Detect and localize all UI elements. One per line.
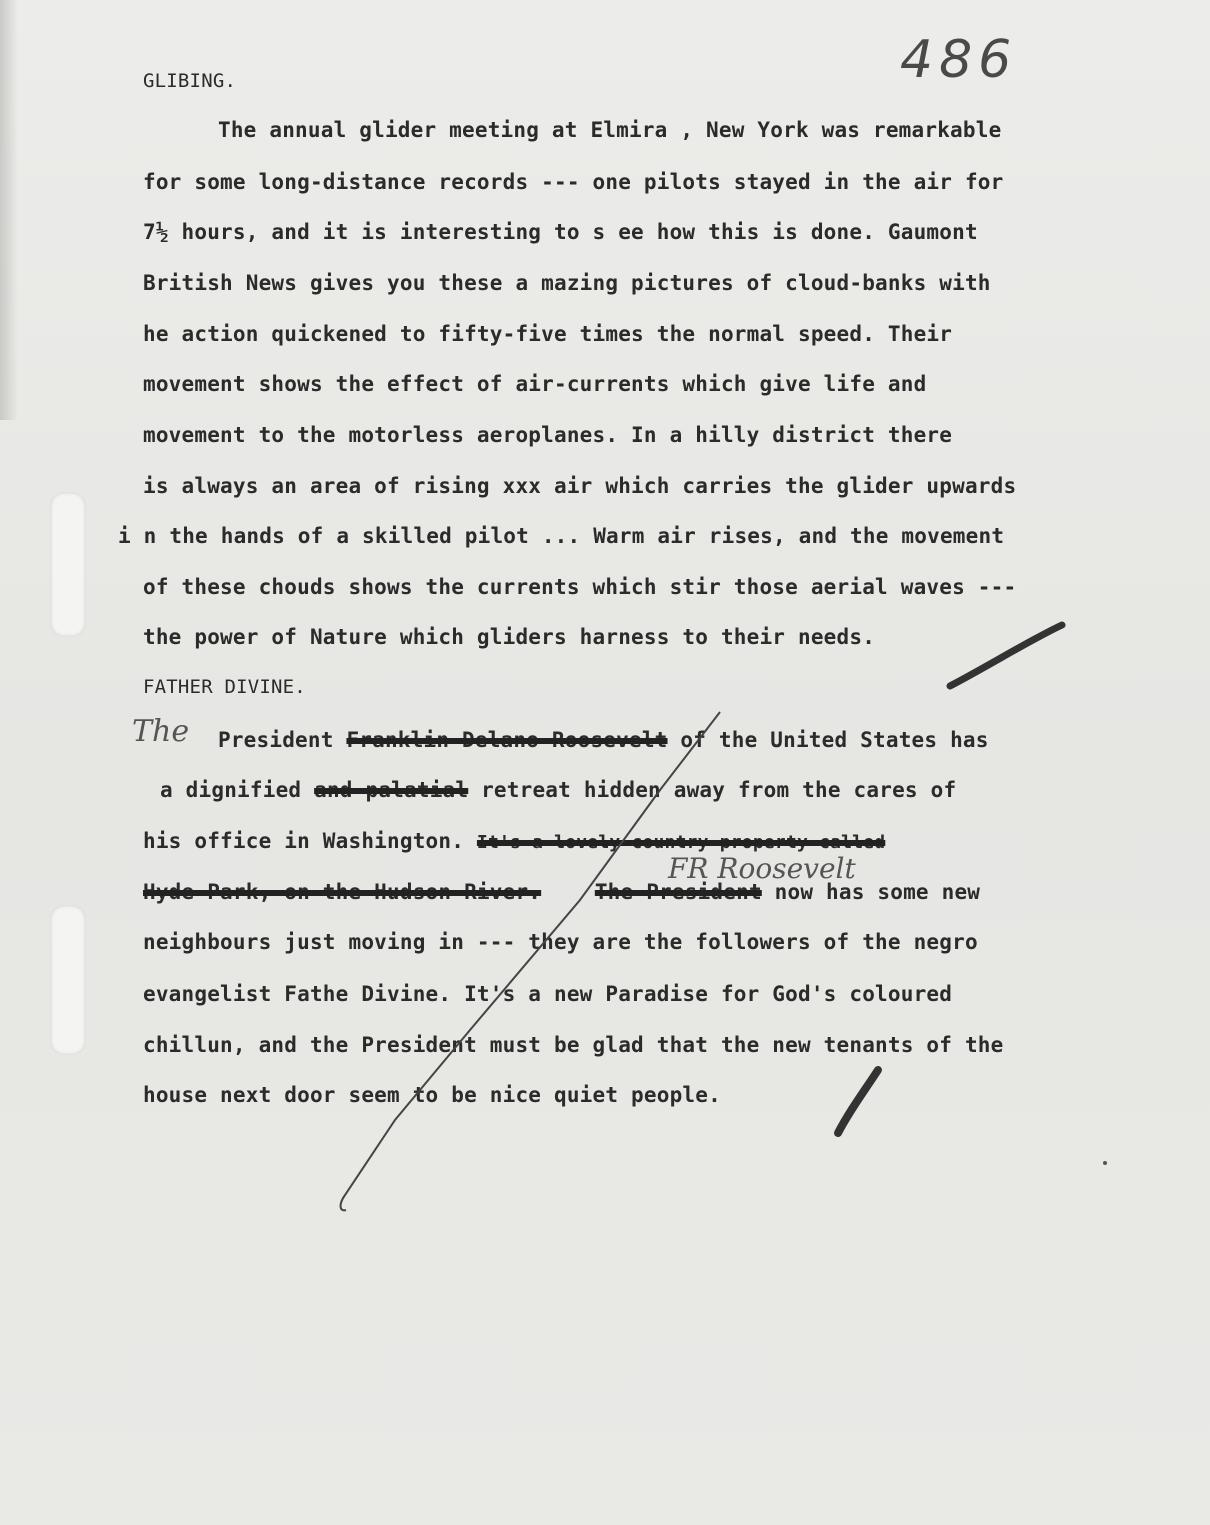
struck-text: It's a lovely country property called [476,832,886,853]
text-line: neighbours just moving in --- they are the followers of the negro [143,930,978,954]
text-line: 7½ hours, and it is interesting to s ee how this is done. Gaumont [143,220,978,244]
struck-text: Hyde Park, on the Hudson River. [143,880,542,904]
text-segment: retreat hidden away from the cares of [481,778,957,802]
text-line: The annual glider meeting at Elmira , New York was remarkable [218,118,1002,142]
struck-text: and palatial [314,778,469,802]
text-line: movement to the motorless aeroplanes. In a hilly district there [143,423,953,447]
text-segment: of the United States has [680,728,989,752]
text-segment: his office in Washington. [143,829,465,853]
text-segment: now has some new [774,880,981,904]
ink-dot [1103,1161,1107,1165]
text-line: for some long-distance records --- one pilots stayed in the air for [143,170,1004,194]
handwritten-insert: FR Roosevelt [668,852,856,885]
text-line: the power of Nature which gliders harness to their needs. [143,625,876,649]
handwritten-prefix: The [132,714,190,749]
text-segment: President [218,728,334,752]
text-line: evangelist Fathe Divine. It's a new Paradise for God's coloured [143,982,953,1006]
text-line: house next door seem to be nice quiet people. [143,1083,721,1107]
struck-text: The President [594,880,762,904]
text-segment: a dignified [160,778,302,802]
text-line: British News gives you these a mazing pictures of cloud-banks with [143,271,991,295]
text-line: i n the hands of a skilled pilot ... Warm air rises, and the movement [118,524,1005,548]
text-line: chillun, and the President must be glad that the new tenants of the [143,1033,1004,1057]
section-heading-father-divine: FATHER DIVINE. [143,676,306,698]
section-heading-gliding: GLIBING. [143,70,237,92]
text-line: is always an area of rising xxx air which carries the glider upwards [143,474,1017,498]
text-line: movement shows the effect of air-currents which give life and [143,372,927,396]
text-line: he action quickened to fifty-five times the normal speed. Their [143,322,953,346]
section-end-mark [950,625,1062,686]
diagonal-pen-line [341,712,720,1210]
page-number: 486 [900,30,1018,90]
section-end-mark [838,1070,878,1133]
struck-text: Franklin Delano Roosevelt [346,728,668,752]
text-line: of these chouds shows the currents which stir those aerial waves --- [143,575,1017,599]
